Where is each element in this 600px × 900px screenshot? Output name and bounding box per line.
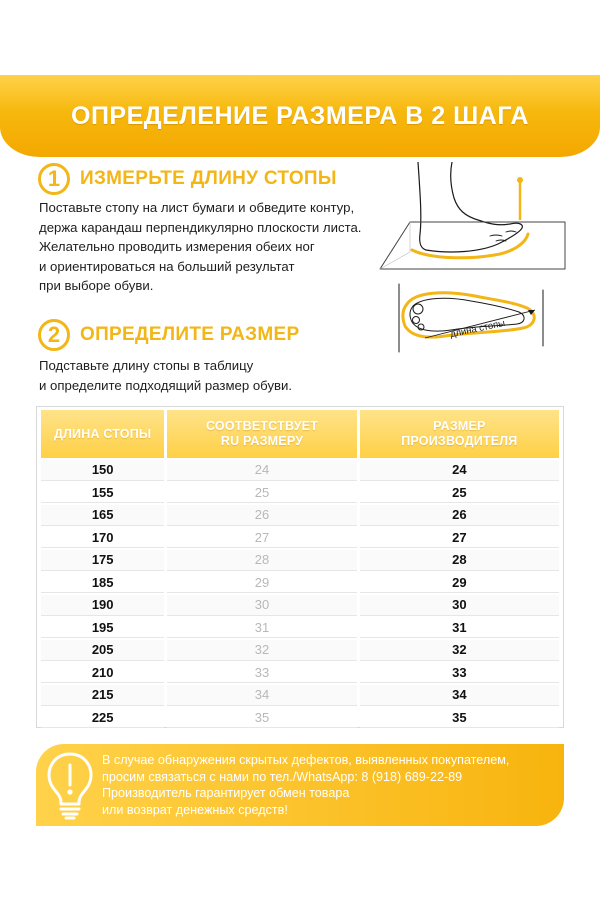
- header-manufacturer-size-line-1: РАЗМЕР: [433, 419, 486, 433]
- ru-size-cell: 33: [167, 663, 356, 684]
- foot-length-cell: 210: [41, 663, 164, 684]
- foot-length-cell: 205: [41, 640, 164, 661]
- step-2-line: Подставьте длину стопы в таблицу: [39, 358, 254, 373]
- table-row: [41, 505, 559, 526]
- table-row: [41, 528, 559, 549]
- ru-size-cell: 31: [167, 618, 356, 639]
- page-title: ОПРЕДЕЛЕНИЕ РАЗМЕРА В 2 ШАГА: [71, 101, 529, 130]
- ru-size-cell: 27: [167, 528, 356, 549]
- foot-length-cell: 170: [41, 528, 164, 549]
- size-table-header-row: [41, 410, 559, 458]
- table-row: [41, 618, 559, 639]
- warranty-notice: [36, 744, 564, 826]
- step-1-line: Желательно проводить измерения обеих ног: [39, 239, 315, 254]
- ru-size-cell: 26: [167, 505, 356, 526]
- foot-length-cell: 150: [41, 460, 164, 481]
- foot-length-cell: 190: [41, 595, 164, 616]
- ru-size-cell: 29: [167, 573, 356, 594]
- manufacturer-size-cell: 32: [360, 640, 559, 661]
- foot-length-cell: 155: [41, 483, 164, 504]
- manufacturer-size-cell: 34: [360, 685, 559, 706]
- step-2-number: 2: [38, 319, 70, 351]
- step-1-instructions: [39, 198, 389, 296]
- step-2-instructions: [39, 356, 369, 395]
- ru-size-cell: 24: [167, 460, 356, 481]
- header-ru-size: [167, 410, 356, 458]
- table-row: [41, 460, 559, 481]
- manufacturer-size-cell: 26: [360, 505, 559, 526]
- notice-line: В случае обнаружения скрытых дефектов, выявленных покупателем,: [102, 753, 510, 767]
- manufacturer-size-cell: 27: [360, 528, 559, 549]
- manufacturer-size-cell: 25: [360, 483, 559, 504]
- table-row: [41, 550, 559, 571]
- notice-line: Производитель гарантирует обмен товара: [102, 786, 350, 801]
- foot-length-cell: 225: [41, 708, 164, 729]
- table-row: [41, 640, 559, 661]
- foot-length-cell: 195: [41, 618, 164, 639]
- manufacturer-size-cell: 35: [360, 708, 559, 729]
- header-ru-size-line-2: RU РАЗМЕРУ: [220, 434, 304, 448]
- table-row: [41, 573, 559, 594]
- notice-line: просим связаться с нами по тел./WhatsApp: 8 (918) 689-22-89: [102, 769, 463, 784]
- foot-length-cell: 185: [41, 573, 164, 594]
- step-1-title: ИЗМЕРЬТЕ ДЛИНУ СТОПЫ: [80, 168, 337, 189]
- size-table: [38, 408, 562, 730]
- ru-size-cell: 25: [167, 483, 356, 504]
- foot-length-label: длина стопы: [449, 317, 507, 341]
- manufacturer-size-cell: 33: [360, 663, 559, 684]
- manufacturer-size-cell: 30: [360, 595, 559, 616]
- table-row: [41, 708, 559, 729]
- header-manufacturer-size-line-2: ПРОИЗВОДИТЕЛЯ: [401, 434, 518, 448]
- step-2-line: и определите подходящий размер обуви.: [39, 377, 293, 393]
- foot-on-paper-illustration: [370, 162, 570, 274]
- header-banner: [0, 75, 600, 157]
- table-row: [41, 685, 559, 706]
- step-1-line: и ориентироваться на больший результат: [39, 258, 295, 274]
- ru-size-cell: 30: [167, 595, 356, 616]
- foot-outline-illustration: [385, 282, 560, 354]
- foot-length-cell: 215: [41, 685, 164, 706]
- manufacturer-size-cell: 24: [360, 460, 559, 481]
- header-foot-length-text: ДЛИНА СТОПЫ: [53, 426, 152, 441]
- step-2-title: ОПРЕДЕЛИТЕ РАЗМЕР: [80, 324, 300, 345]
- ru-size-cell: 35: [167, 708, 356, 729]
- step-1-line: держа карандаш перпендикулярно плоскости листа.: [39, 219, 362, 235]
- step-2-heading: [38, 319, 299, 351]
- manufacturer-size-cell: 28: [360, 550, 559, 571]
- header-foot-length: [41, 410, 164, 458]
- header-ru-size-line-1: СООТВЕТСТВУЕТ: [206, 419, 319, 433]
- ru-size-cell: 32: [167, 640, 356, 661]
- ru-size-cell: 28: [167, 550, 356, 571]
- step-1-heading: [38, 163, 337, 195]
- step-1-line: Поставьте стопу на лист бумаги и обведите контур,: [39, 200, 355, 215]
- table-row: [41, 595, 559, 616]
- notice-line: или возврат денежных средств!: [102, 802, 288, 817]
- foot-length-cell: 175: [41, 550, 164, 571]
- lightbulb-icon: [39, 748, 101, 822]
- manufacturer-size-cell: 31: [360, 618, 559, 639]
- step-1-line: при выборе обуви.: [39, 278, 154, 293]
- warranty-notice-text: [102, 752, 560, 818]
- step-1-number: 1: [38, 163, 70, 195]
- ru-size-cell: 34: [167, 685, 356, 706]
- foot-length-cell: 165: [41, 505, 164, 526]
- header-manufacturer-size: [360, 410, 559, 458]
- manufacturer-size-cell: 29: [360, 573, 559, 594]
- table-row: [41, 483, 559, 504]
- table-row: [41, 663, 559, 684]
